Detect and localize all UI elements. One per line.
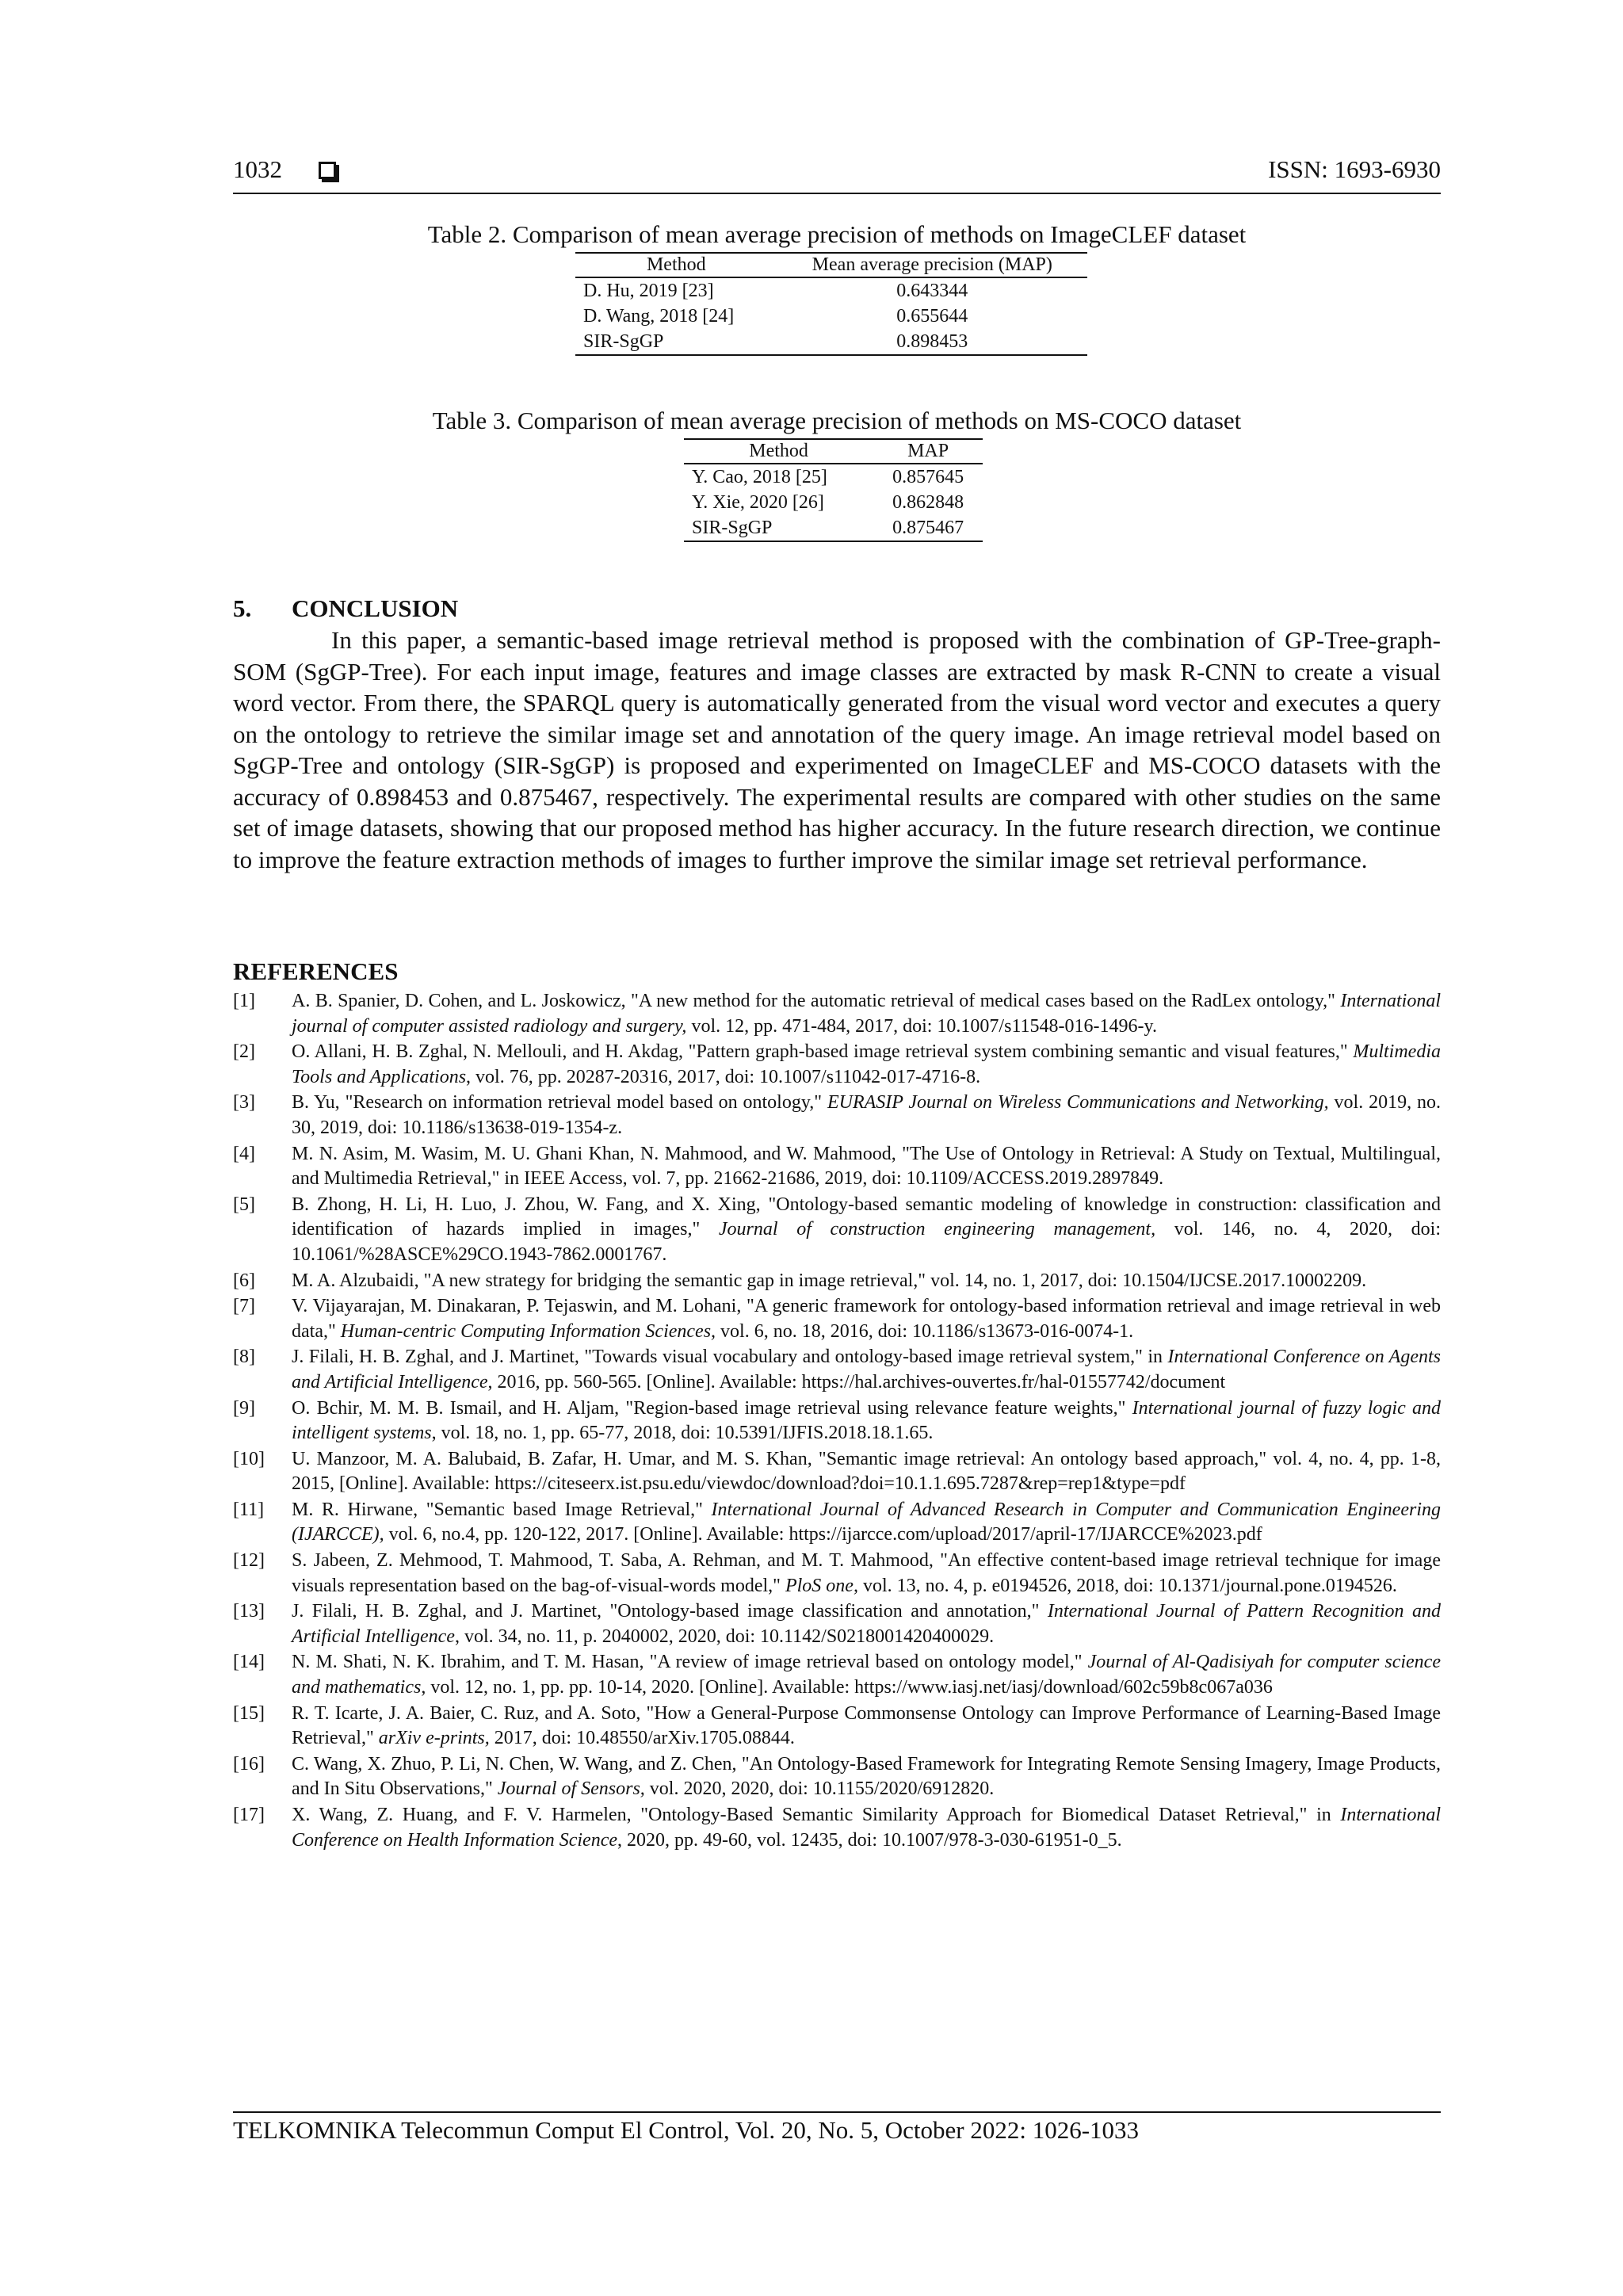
table-cell-value: 0.655644 <box>896 306 968 327</box>
table-row <box>684 490 983 515</box>
reference-authors-title: R. T. Icarte, J. A. Baier, C. Ruz, and A. Soto, "How a General-Purpose Commonsense Ontology can Improve Performance of Learning-Based Image Retrieval," <box>292 1702 1441 1749</box>
reference-number: [5] <box>233 1194 255 1215</box>
reference-details: vol. 2020, 2020, doi: 10.1155/2020/6912820. <box>644 1778 995 1800</box>
reference-authors-title: N. M. Shati, N. K. Ibrahim, and T. M. Hasan, "A review of image retrieval based on ontology model," <box>292 1652 1088 1673</box>
reference-number: [10] <box>233 1448 265 1469</box>
page-footer: TELKOMNIKA Telecommun Comput El Control, Vol. 20, No. 5, October 2022: 1026-1033 <box>233 2116 1140 2144</box>
reference-details: , 2016, pp. 560-565. [Online]. Available: https://hal.archives-ouvertes.fr/hal-01557742/document <box>487 1371 1226 1392</box>
references-heading: REFERENCES <box>233 957 399 985</box>
table-row <box>575 304 1087 329</box>
reference-item <box>233 1752 1441 1802</box>
reference-item <box>233 1193 1441 1268</box>
reference-number: [3] <box>233 1092 255 1114</box>
reference-authors-title: O. Allani, H. B. Zghal, N. Mellouli, and H. Akdag, "Pattern graph-based image retrieval system combining semantic and visual features," <box>292 1041 1354 1063</box>
reference-number: [1] <box>233 991 255 1011</box>
reference-details: vol. 12, pp. 471-484, 2017, doi: 10.1007/s11548-016-1496-y. <box>686 1015 1157 1037</box>
reference-number: [11] <box>233 1499 265 1520</box>
reference-venue: Journal of Sensors, <box>497 1778 645 1800</box>
reference-item <box>233 1091 1441 1140</box>
reference-authors-title: B. Yu, "Research on information retrieval model based on ontology," <box>292 1092 827 1114</box>
reference-text <box>292 1549 1441 1599</box>
reference-text <box>292 1599 1441 1649</box>
reference-item <box>233 1549 1441 1599</box>
reference-text <box>292 1447 1441 1497</box>
table-cell-value: 0.898453 <box>896 331 968 352</box>
reference-number: [4] <box>233 1143 255 1164</box>
reference-text <box>292 1142 1441 1192</box>
reference-text <box>292 989 1441 1039</box>
table3 <box>684 438 983 542</box>
reference-details: , vol. 34, no. 11, p. 2040002, 2020, doi: 10.1142/S0218001420400029. <box>454 1626 995 1647</box>
table-cell-method: SIR-SgGP <box>692 518 773 538</box>
section-number: 5. <box>233 594 252 622</box>
reference-number: [9] <box>233 1397 255 1419</box>
reference-text <box>292 1650 1441 1700</box>
table-cell-value: 0.857645 <box>892 467 964 487</box>
reference-venue: International Journal of Advanced Research in Computer and Communication Engineering (IJARCCE), <box>292 1499 1441 1545</box>
reference-item <box>233 1345 1441 1395</box>
reference-number: [16] <box>233 1753 265 1775</box>
table2-header-row <box>575 253 1087 277</box>
reference-venue: International Journal of Pattern Recognition and Artificial Intelligence <box>292 1601 1441 1647</box>
table-row <box>575 329 1087 355</box>
reference-venue: PloS one, <box>785 1575 858 1596</box>
reference-item <box>233 1702 1441 1752</box>
table-row <box>684 464 983 490</box>
reference-item <box>233 1599 1441 1649</box>
reference-text <box>292 1193 1441 1268</box>
reference-text <box>292 1269 1441 1294</box>
reference-text <box>292 1752 1441 1802</box>
reference-details: vol. 146, no. 4, 2020, doi: 10.1061/%28ASCE%29CO.1943-7862.0001767. <box>292 1219 1441 1265</box>
reference-text <box>292 1091 1441 1140</box>
reference-details: , vol. 76, pp. 20287-20316, 2017, doi: 10.1007/s11042-017-4716-8. <box>466 1066 981 1087</box>
reference-venue: International journal of fuzzy logic and intelligent systems <box>292 1397 1442 1444</box>
reference-text <box>292 1294 1441 1344</box>
reference-details: vol. 6, no. 18, 2016, doi: 10.1186/s13673-016-0074-1. <box>716 1320 1134 1342</box>
header-left <box>233 155 336 184</box>
reference-text <box>292 1803 1441 1853</box>
reference-details: , vol. 18, no. 1, pp. 65-77, 2018, doi: 10.5391/IJFIS.2018.18.1.65. <box>431 1423 934 1444</box>
footer-rule <box>233 2111 1441 2113</box>
reference-text <box>292 1498 1441 1548</box>
reference-details: , 2020, pp. 49-60, vol. 12435, doi: 10.1007/978-3-030-61951-0_5. <box>617 1829 1122 1851</box>
table-cell-method: Y. Cao, 2018 [25] <box>692 467 827 487</box>
table-cell-value: 0.643344 <box>896 281 968 301</box>
table-cell-method: SIR-SgGP <box>583 331 664 352</box>
reference-number: [2] <box>233 1041 255 1063</box>
reference-venue: International Conference on Health Information Science <box>292 1805 1441 1851</box>
reference-text <box>292 1345 1441 1395</box>
reference-item <box>233 1396 1441 1446</box>
reference-venue: arXiv e-prints, <box>378 1728 490 1749</box>
reference-venue: Multimedia Tools and Applications <box>292 1041 1441 1087</box>
reference-item <box>233 989 1441 1039</box>
square-bullet-icon <box>319 162 336 179</box>
reference-item <box>233 1447 1441 1497</box>
header-rule <box>233 193 1441 194</box>
reference-details: vol. 2019, no. 30, 2019, doi: 10.1186/s13638-019-1354-z. <box>292 1092 1441 1138</box>
reference-authors-title: M. N. Asim, M. Wasim, M. U. Ghani Khan, N. Mahmood, and W. Mahmood, "The Use of Ontology in Retrieval: A Study on Textual, Multilingual, and Multimedia Retrieval," in IEEE Access, vol. 7, pp. 21662-21686, 2019, doi: 10.1109/ACCESS.2019.2897849. <box>292 1143 1441 1190</box>
reference-venue: International journal of computer assisted radiology and surgery, <box>292 991 1441 1037</box>
table-cell-method: Y. Xie, 2020 [26] <box>692 492 824 513</box>
reference-venue: EURASIP Journal on Wireless Communications and Networking, <box>827 1092 1329 1114</box>
conclusion-paragraph: In this paper, a semantic-based image retrieval method is proposed with the combination of GP-Tree-graph-SOM (SgGP-Tree). For each input image, features and image classes are extracted by mask R-CNN to create a visual word vector. From there, the SPARQL query is automatically generated from the visual word vector and executes a query on the ontology to retrieve the similar image set and annotation of the query image. An image retrieval model based on SgGP-Tree and ontology (SIR-SgGP) is proposed and experimented on ImageCLEF and MS-COCO datasets with the accuracy of 0.898453 and 0.875467, respectively. The experimental results are compared with other studies on the same set of image datasets, showing that our proposed method has higher accuracy. In the future research direction, we continue to improve the feature extraction methods of images to further improve the similar image set retrieval performance. <box>233 626 1441 873</box>
reference-authors-title: V. Vijayarajan, M. Dinakaran, P. Tejaswin, and M. Lohani, "A generic framework for ontology-based information retrieval and image retrieval in web data," <box>292 1296 1441 1342</box>
reference-item <box>233 1269 1441 1294</box>
reference-number: [12] <box>233 1550 265 1572</box>
reference-item <box>233 1803 1441 1853</box>
reference-number: [8] <box>233 1347 255 1368</box>
reference-details: 2017, doi: 10.48550/arXiv.1705.08844. <box>489 1728 795 1749</box>
reference-venue: International Conference on Agents and Artificial Intelligence <box>292 1347 1441 1392</box>
reference-number: [6] <box>233 1270 255 1291</box>
table3-header-row <box>684 439 983 464</box>
table-cell-value: 0.862848 <box>892 492 964 513</box>
table-cell-method: D. Hu, 2019 [23] <box>583 281 714 301</box>
reference-authors-title: A. B. Spanier, D. Cohen, and L. Joskowicz, "A new method for the automatic retrieval of medical cases based on the RadLex ontology," <box>292 991 1341 1011</box>
reference-item <box>233 1294 1441 1344</box>
reference-number: [13] <box>233 1601 265 1622</box>
reference-authors-title: C. Wang, X. Zhuo, P. Li, N. Chen, W. Wang, and Z. Chen, "An Ontology-Based Framework for Integrating Remote Sensing Imagery, Image Products, and In Situ Observations," <box>292 1753 1441 1800</box>
reference-authors-title: B. Zhong, H. Li, H. Luo, J. Zhou, W. Fang, and X. Xing, "Ontology-based semantic modeling of knowledge in construction: classification and identification of hazards implied in images," <box>292 1194 1441 1240</box>
reference-authors-title: M. A. Alzubaidi, "A new strategy for bridging the semantic gap in image retrieval," vol. 14, no. 1, 2017, doi: 10.1504/IJCSE.2017.10002209. <box>292 1270 1367 1291</box>
table3-header-method: Method <box>684 439 873 464</box>
reference-authors-title: M. R. Hirwane, "Semantic based Image Retrieval," <box>292 1499 712 1520</box>
reference-authors-title: X. Wang, Z. Huang, and F. V. Harmelen, "Ontology-Based Semantic Similarity Approach for Biomedical Dataset Retrieval," in <box>292 1805 1341 1825</box>
reference-number: [7] <box>233 1296 255 1317</box>
reference-number: [14] <box>233 1652 265 1673</box>
table2-header-map: Mean average precision (MAP) <box>777 253 1087 277</box>
reference-item <box>233 1498 1441 1548</box>
table-cell-method: D. Wang, 2018 [24] <box>583 306 735 327</box>
table2-caption: Table 2. Comparison of mean average precision of methods on ImageCLEF dataset <box>427 220 1247 248</box>
reference-number: [17] <box>233 1805 265 1825</box>
reference-authors-title: J. Filali, H. B. Zghal, and J. Martinet, "Ontology-based image classification and annotation," <box>292 1601 1048 1622</box>
reference-authors-title: O. Bchir, M. M. B. Ismail, and H. Aljam, "Region-based image retrieval using relevance feature weights," <box>292 1397 1132 1419</box>
reference-venue: Journal of construction engineering management, <box>718 1219 1156 1240</box>
table-cell-value: 0.875467 <box>892 518 964 538</box>
section-heading-conclusion <box>233 594 458 623</box>
reference-venue: Journal of Al-Qadisiyah for computer science and mathematics <box>292 1652 1441 1698</box>
table-row <box>684 515 983 541</box>
reference-text <box>292 1702 1441 1752</box>
reference-text <box>292 1040 1441 1090</box>
reference-authors-title: J. Filali, H. B. Zghal, and J. Martinet, "Towards visual vocabulary and ontology-based image retrieval system," in <box>292 1347 1168 1368</box>
table-row <box>575 277 1087 304</box>
table3-caption: Table 3. Comparison of mean average precision of methods on MS-COCO dataset <box>432 407 1242 434</box>
reference-text <box>292 1396 1441 1446</box>
section-title: CONCLUSION <box>292 594 459 622</box>
table3-header-map: MAP <box>873 439 983 464</box>
reference-details: vol. 13, no. 4, p. e0194526, 2018, doi: 10.1371/journal.pone.0194526. <box>857 1575 1397 1596</box>
reference-authors-title: U. Manzoor, M. A. Balubaid, B. Zafar, H. Umar, and M. S. Khan, "Semantic image retrieval: An ontology based approach," vol. 4, no. 4, pp. 1-8, 2015, [Online]. Available: https://citeseerx.ist.psu.edu/viewdoc/download?doi=10.1.1.695.7287&rep=rep1&type=pdf <box>292 1448 1441 1495</box>
reference-list <box>233 989 1441 1854</box>
page-number: 1032 <box>233 155 282 183</box>
table2-header-method: Method <box>575 253 777 277</box>
reference-number: [15] <box>233 1702 265 1724</box>
table2 <box>575 252 1087 356</box>
reference-details: , vol. 12, no. 1, pp. pp. 10-14, 2020. [Online]. Available: https://www.iasj.net/iasj/download/602c59b8c067a036 <box>421 1677 1273 1698</box>
reference-item <box>233 1650 1441 1700</box>
reference-item <box>233 1040 1441 1090</box>
reference-venue: Human-centric Computing Information Sciences, <box>340 1320 716 1342</box>
reference-details: vol. 6, no.4, pp. 120-122, 2017. [Online]. Available: https://ijarcce.com/upload/2017/april-17/IJARCCE%2023.pdf <box>384 1524 1262 1545</box>
issn: ISSN: 1693-6930 <box>1268 155 1441 183</box>
reference-authors-title: S. Jabeen, Z. Mehmood, T. Mahmood, T. Saba, A. Rehman, and M. T. Mahmood, "An effective content-based image retrieval technique for image visuals representation based on the bag-of-visual-words model," <box>292 1550 1441 1596</box>
page-header <box>233 155 1441 184</box>
reference-item <box>233 1142 1441 1192</box>
